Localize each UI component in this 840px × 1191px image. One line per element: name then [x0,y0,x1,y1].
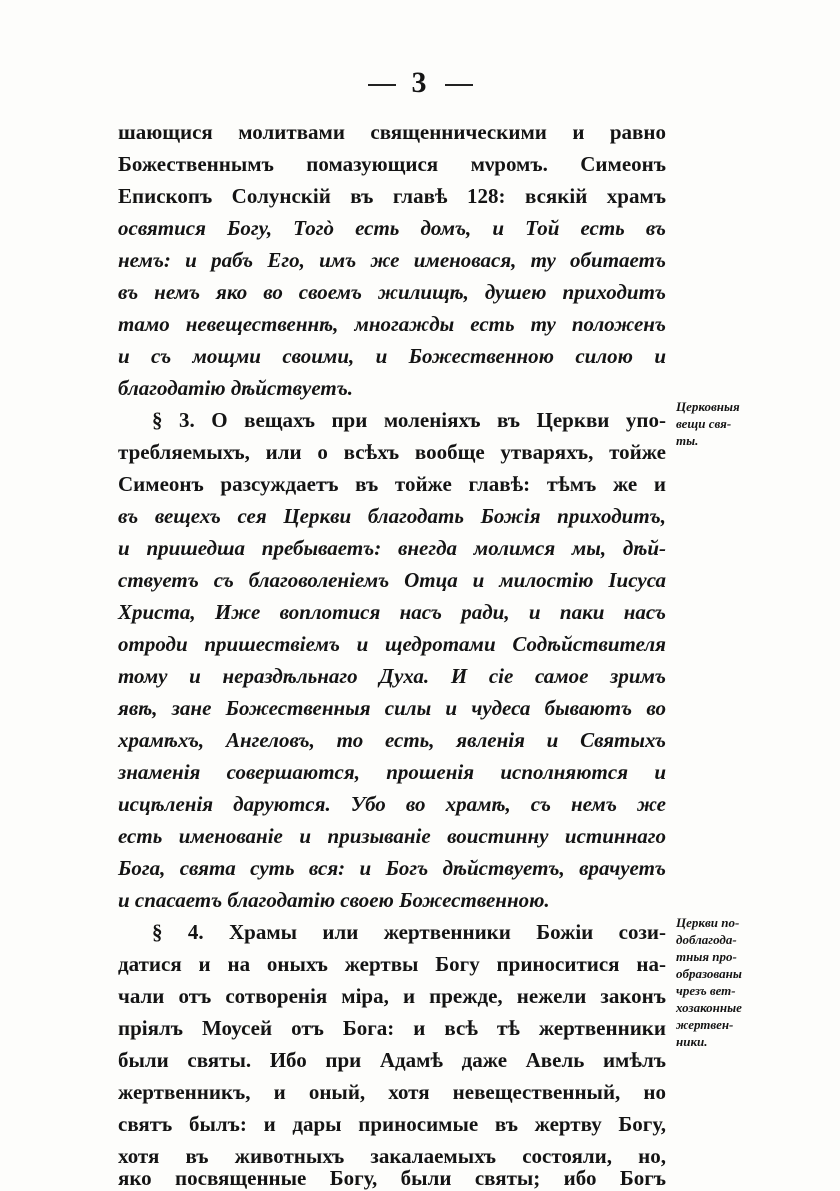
margin-note-line: образованы [676,966,742,981]
text-line: жертвенникъ, и оный, хотя невещественный, но [118,1080,666,1104]
section-heading-3: § 3. О вещахъ при моленіяхъ въ Церкви упо- [152,408,666,432]
text-line: и спасаетъ благодатію своею Божественною. [118,888,550,912]
text-line: въ немъ яко во своемъ жилищѣ, душею приходитъ [118,280,666,304]
text-line: святъ былъ: и дары приносимые въ жертву Богу, [118,1112,666,1136]
text-line: въ вещехъ сея Церкви благодать Божія приходитъ, [118,504,666,528]
margin-note-line: вещи свя- [676,416,732,431]
margin-note-church-things [676,398,786,449]
text-line: и съ мощми своими, и Божественною силою и [118,344,666,368]
text-line: немъ: и рабъ Его, имъ же именовася, ту обитаетъ [118,248,666,272]
text-line: ствуетъ съ благоволеніемъ Отца и милостію Іисуса [118,568,666,592]
text-line: Епископъ Солунскій въ главѣ 128: всякій храмъ [118,184,666,208]
section-heading-4: § 4. Храмы или жертвенники Божіи сози- [152,920,666,944]
text-line: были святы. Ибо при Адамѣ даже Авель имѣлъ [118,1048,666,1072]
text-line: есть именованіе и призываніе воистинну истиннаго [118,824,666,848]
margin-note-line: ники. [676,1034,708,1049]
text-line: датися и на оныхъ жертвы Богу приноситися на- [118,952,666,976]
text-line: знаменія совершаются, прошенія исполняются и [118,760,666,784]
margin-note-line: ты. [676,433,699,448]
page-number [0,66,840,100]
margin-note-line: хозаконные [676,1000,742,1015]
margin-note-churches-prefigured [676,914,786,1050]
page-number-text: 3 [411,66,429,99]
text-line: храмѣхъ, Ангеловъ, то есть, явленія и Святыхъ [118,728,666,752]
margin-note-line: Церкви по- [676,915,740,930]
margin-note-line: жертвен- [676,1017,734,1032]
margin-note-line: доблагода- [676,932,737,947]
text-line: тамо невещественнѣ, многажды есть ту положенъ [118,312,666,336]
margin-note-line: тныя про- [676,949,737,964]
text-line: хотя въ животныхъ закалаемыхъ состояли, но, [118,1144,666,1168]
text-line: Христа, Иже воплотися насъ ради, и паки насъ [118,600,666,624]
text-line: исцѣленія даруются. Убо во храмѣ, съ немъ же [118,792,666,816]
text-line: шающися молитвами священническими и равно [118,120,666,144]
margin-note-line: Церковныя [676,399,740,414]
text-line: пріялъ Моусей отъ Бога: и всѣ тѣ жертвенники [118,1016,666,1040]
text-line: яко посвященные Богу, были святы; ибо Богъ [118,1166,666,1190]
text-line: Симеонъ разсуждаетъ въ тойже главѣ: тѣмъ же и [118,472,666,496]
text-line: чали отъ сотворенія міра, и прежде, нежели законъ [118,984,666,1008]
text-line: и пришедша пребываетъ: внегда молимся мы, дѣй- [118,536,666,560]
text-line: благодатію дѣйствуетъ. [118,376,354,400]
text-line: отроди пришествіемъ и щедротами Содѣйствителя [118,632,666,656]
text-line: требляемыхъ, или о всѣхъ вообще утваряхъ, тойже [118,440,666,464]
margin-note-line: чрезъ вет- [676,983,736,998]
text-line: освятися Богу, Тогò есть домъ, и Той есть въ [118,216,666,240]
text-line: тому и нераздѣльнаго Духа. И сіе самое зримъ [118,664,666,688]
page-number-dash-left [368,84,396,86]
text-line: Бога, свята суть вся: и Богъ дѣйствуетъ, врачуетъ [118,856,666,880]
page-number-dash-right [445,84,473,86]
text-line: Божественнымъ помазующися мνромъ. Симеонъ [118,152,666,176]
text-line: явѣ, зане Божественныя силы и чудеса бываютъ во [118,696,666,720]
